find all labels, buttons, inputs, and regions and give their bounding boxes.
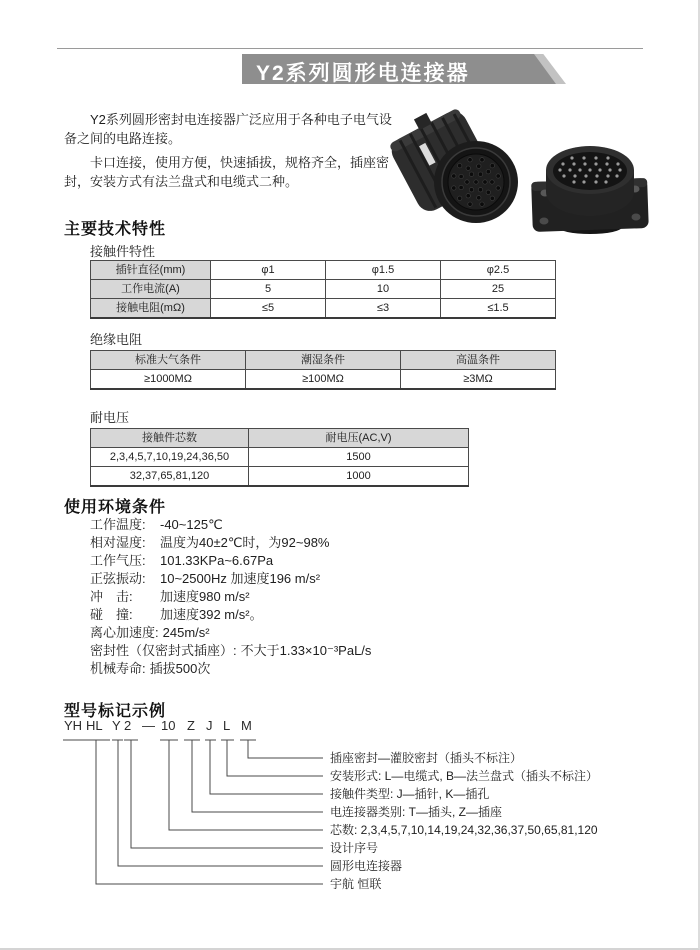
page-title: Y2系列圆形电连接器 — [256, 62, 470, 85]
env-label: 正弦振动: — [90, 571, 146, 586]
code-part: — — [142, 718, 155, 733]
intro-text — [64, 110, 394, 196]
table-row — [91, 280, 556, 299]
code-part: Z — [187, 718, 195, 733]
list-item — [90, 624, 450, 642]
column-header: 标准大气条件 — [91, 351, 246, 370]
code-meaning: 芯数: 2,3,4,5,7,10,14,19,24,32,36,37,50,65,81,120 — [330, 823, 598, 837]
cell: φ1.5 — [326, 261, 441, 280]
table-row — [91, 351, 556, 370]
row-header: 插针直径(mm) — [91, 261, 211, 280]
section-heading-model: 型号标记示例 — [64, 703, 167, 720]
env-value: 245m/s² — [162, 625, 210, 640]
cell: 1000 — [249, 467, 469, 487]
code-part: 2 — [124, 718, 132, 733]
table-row — [91, 448, 469, 467]
cell: φ2.5 — [441, 261, 556, 280]
insulation-table-label: 绝缘电阻 — [90, 332, 143, 347]
table-row — [91, 299, 556, 319]
table-row — [91, 261, 556, 280]
cell: ≤3 — [326, 299, 441, 319]
contact-table — [90, 260, 556, 319]
cell: 10 — [326, 280, 441, 299]
cell: 2,3,4,5,7,10,19,24,36,50 — [91, 448, 249, 467]
receptacle-photo — [520, 140, 662, 236]
column-header: 高温条件 — [401, 351, 556, 370]
row-header: 接触电阻(mΩ) — [91, 299, 211, 319]
plug-photo — [390, 108, 532, 230]
env-label: 工作温度: — [90, 517, 146, 532]
table-row — [91, 467, 469, 487]
code-meaning: 宇航 恒联 — [330, 877, 382, 891]
environment-list — [90, 516, 450, 678]
env-value: 10~2500Hz 加速度196 m/s² — [160, 571, 321, 586]
list-item — [90, 606, 450, 624]
code-meaning: 圆形电连接器 — [330, 859, 403, 873]
row-header: 工作电流(A) — [91, 280, 211, 299]
cell: ≥100MΩ — [246, 370, 401, 390]
section-heading-tech: 主要技术特性 — [64, 221, 167, 238]
env-value: 插拔500次 — [149, 661, 211, 676]
column-header: 耐电压(AC,V) — [249, 429, 469, 448]
code-meaning: 设计序号 — [330, 841, 379, 855]
code-part: J — [206, 718, 213, 733]
cell: ≥3MΩ — [401, 370, 556, 390]
list-item — [90, 534, 450, 552]
code-meaning: 接触件类型: J—插针, K—插孔 — [330, 787, 490, 801]
column-header: 接触件芯数 — [91, 429, 249, 448]
code-meaning: 电连接器类别: T—插头, Z—插座 — [330, 805, 502, 819]
voltage-table-label: 耐电压 — [90, 410, 130, 425]
env-label: 相对湿度: — [90, 535, 146, 550]
env-label: 冲 击: — [90, 589, 133, 604]
cell: 32,37,65,81,120 — [91, 467, 249, 487]
env-value: 不大于1.33×10⁻³PaL/s — [240, 643, 372, 658]
code-part: L — [223, 718, 231, 733]
code-part: M — [241, 718, 252, 733]
code-part: HL — [86, 718, 103, 733]
env-value: 温度为40±2℃时，为92~98% — [160, 535, 330, 550]
code-part: Y — [112, 718, 121, 733]
env-value: -40~125℃ — [160, 517, 223, 532]
list-item — [90, 588, 450, 606]
env-value: 加速度392 m/s²。 — [160, 607, 263, 622]
list-item — [90, 570, 450, 588]
env-label: 密封性（仅密封式插座）: — [90, 643, 237, 658]
section-heading-environment: 使用环境条件 — [64, 499, 167, 516]
intro-paragraph-2: 卡口连接，使用方便，快速插拔，规格齐全，插座密封，安装方式有法兰盘式和电缆式二种。 — [64, 155, 390, 189]
model-code-diagram — [60, 718, 680, 903]
cell: ≤5 — [211, 299, 326, 319]
table-row — [91, 370, 556, 390]
code-meaning: 插座密封—灌胶密封（插头不标注） — [330, 751, 523, 765]
table-row — [91, 429, 469, 448]
contact-table-label: 接触件特性 — [90, 244, 156, 259]
insulation-table — [90, 350, 556, 390]
cell: ≥1000MΩ — [91, 370, 246, 390]
column-header: 潮湿条件 — [246, 351, 401, 370]
list-item — [90, 516, 450, 534]
cell: 5 — [211, 280, 326, 299]
env-label: 碰 撞: — [90, 607, 133, 622]
cell: φ1 — [211, 261, 326, 280]
env-value: 加速度980 m/s² — [160, 589, 250, 604]
list-item — [90, 660, 450, 678]
code-part: YH — [64, 718, 83, 733]
env-label: 机械寿命: — [90, 661, 146, 676]
code-part: 10 — [161, 718, 176, 733]
cell: 1500 — [249, 448, 469, 467]
cell: 25 — [441, 280, 556, 299]
list-item — [90, 552, 450, 570]
list-item — [90, 642, 450, 660]
cell: ≤1.5 — [441, 299, 556, 319]
env-label: 离心加速度: — [90, 625, 159, 640]
top-rule — [57, 48, 643, 49]
code-meaning: 安装形式: L—电缆式, B—法兰盘式（插头不标注） — [330, 769, 599, 783]
env-value: 101.33KPa~6.67Pa — [160, 553, 274, 568]
voltage-table — [90, 428, 469, 487]
env-label: 工作气压: — [90, 553, 146, 568]
intro-paragraph-1: Y2系列圆形密封电连接器广泛应用于各种电子电气设备之间的电路连接。 — [64, 112, 392, 146]
